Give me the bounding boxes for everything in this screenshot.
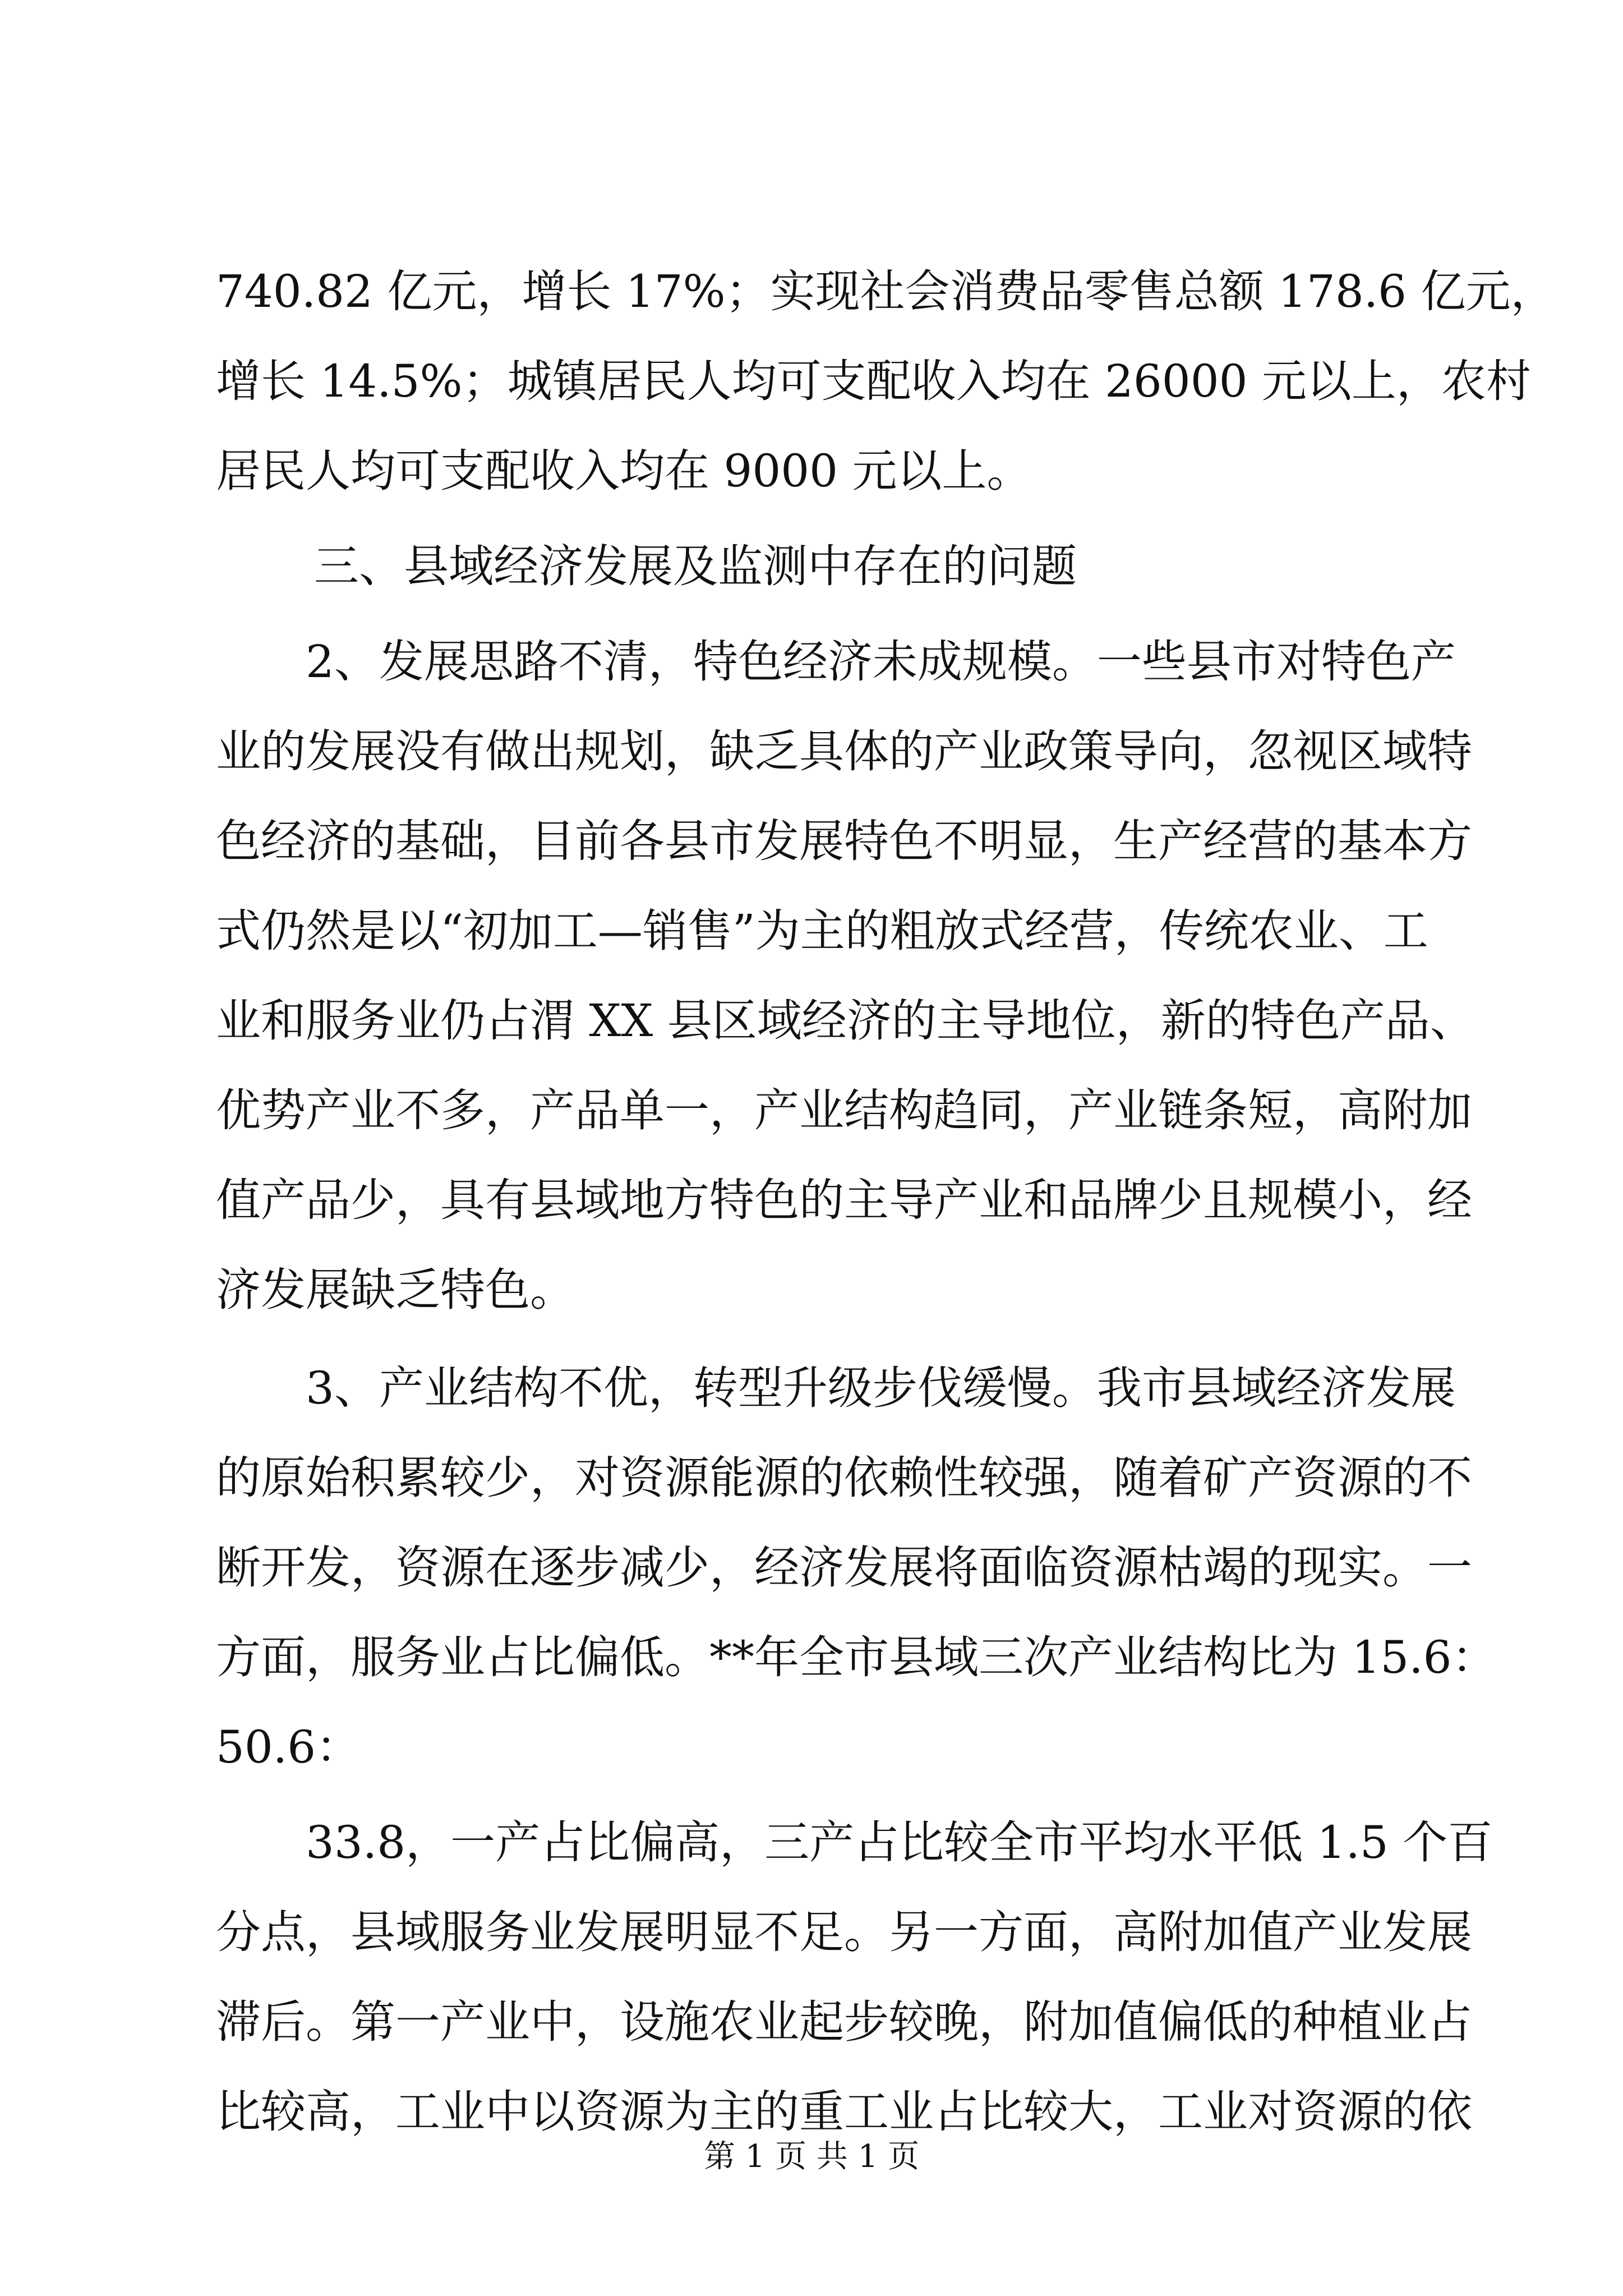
text-line: 居民人均可支配收入均在 9000 元以上。 — [216, 445, 1032, 497]
text-line: 50.6： — [216, 1721, 361, 1773]
paragraph-start-line: 3、产业结构不优，转型升级步伐缓慢。我市县域经济发展 — [306, 1362, 1456, 1414]
text-line: 740.82 亿元，增长 17%；实现社会消费品零售总额 178.6 亿元， — [216, 265, 1556, 318]
text-line: 的原始积累较少，对资源能源的依赖性较强，随着矿产资源的不 — [216, 1452, 1472, 1504]
paragraph-start-line: 33.8，一产占比偏高，三产占比较全市平均水平低 1.5 个百 — [306, 1816, 1493, 1869]
text-line: 方面，服务业占比偏低。**年全市县域三次产业结构比为 15.6： — [216, 1631, 1497, 1683]
text-line: 济发展缺乏特色。 — [216, 1264, 575, 1316]
text-line: 业的发展没有做出规划，缺乏具体的产业政策导向，忽视区域特 — [216, 725, 1472, 777]
page-footer: 第 1 页 共 1 页 — [703, 2138, 920, 2175]
text-line: 业和服务业仍占渭 XX 县区域经济的主导地位，新的特色产品、 — [216, 995, 1475, 1047]
text-line: 色经济的基础，目前各县市发展特色不明显，生产经营的基本方 — [216, 815, 1472, 867]
text-line: 式仍然是以“初加工—销售”为主的粗放式经营，传统农业、工 — [216, 905, 1428, 957]
paragraph-start-line: 2、发展思路不清，特色经济未成规模。一些县市对特色产 — [306, 636, 1456, 688]
text-line: 优势产业不多，产品单一，产业结构趋同，产业链条短，高附加 — [216, 1084, 1472, 1137]
text-line: 比较高，工业中以资源为主的重工业占比较大，工业对资源的依 — [216, 2086, 1472, 2138]
text-line: 增长 14.5%；城镇居民人均可支配收入均在 26000 元以上，农村 — [216, 355, 1531, 407]
text-line: 值产品少，具有县域地方特色的主导产业和品牌少且规模小，经 — [216, 1174, 1472, 1226]
section-heading: 三、县域经济发展及监测中存在的问题 — [314, 540, 1077, 592]
text-line: 滞后。第一产业中，设施农业起步较晚，附加值偏低的种植业占 — [216, 1996, 1472, 2048]
text-line: 断开发，资源在逐步减少，经济发展将面临资源枯竭的现实。一 — [216, 1542, 1472, 1594]
text-line: 分点，县域服务业发展明显不足。另一方面，高附加值产业发展 — [216, 1906, 1472, 1958]
